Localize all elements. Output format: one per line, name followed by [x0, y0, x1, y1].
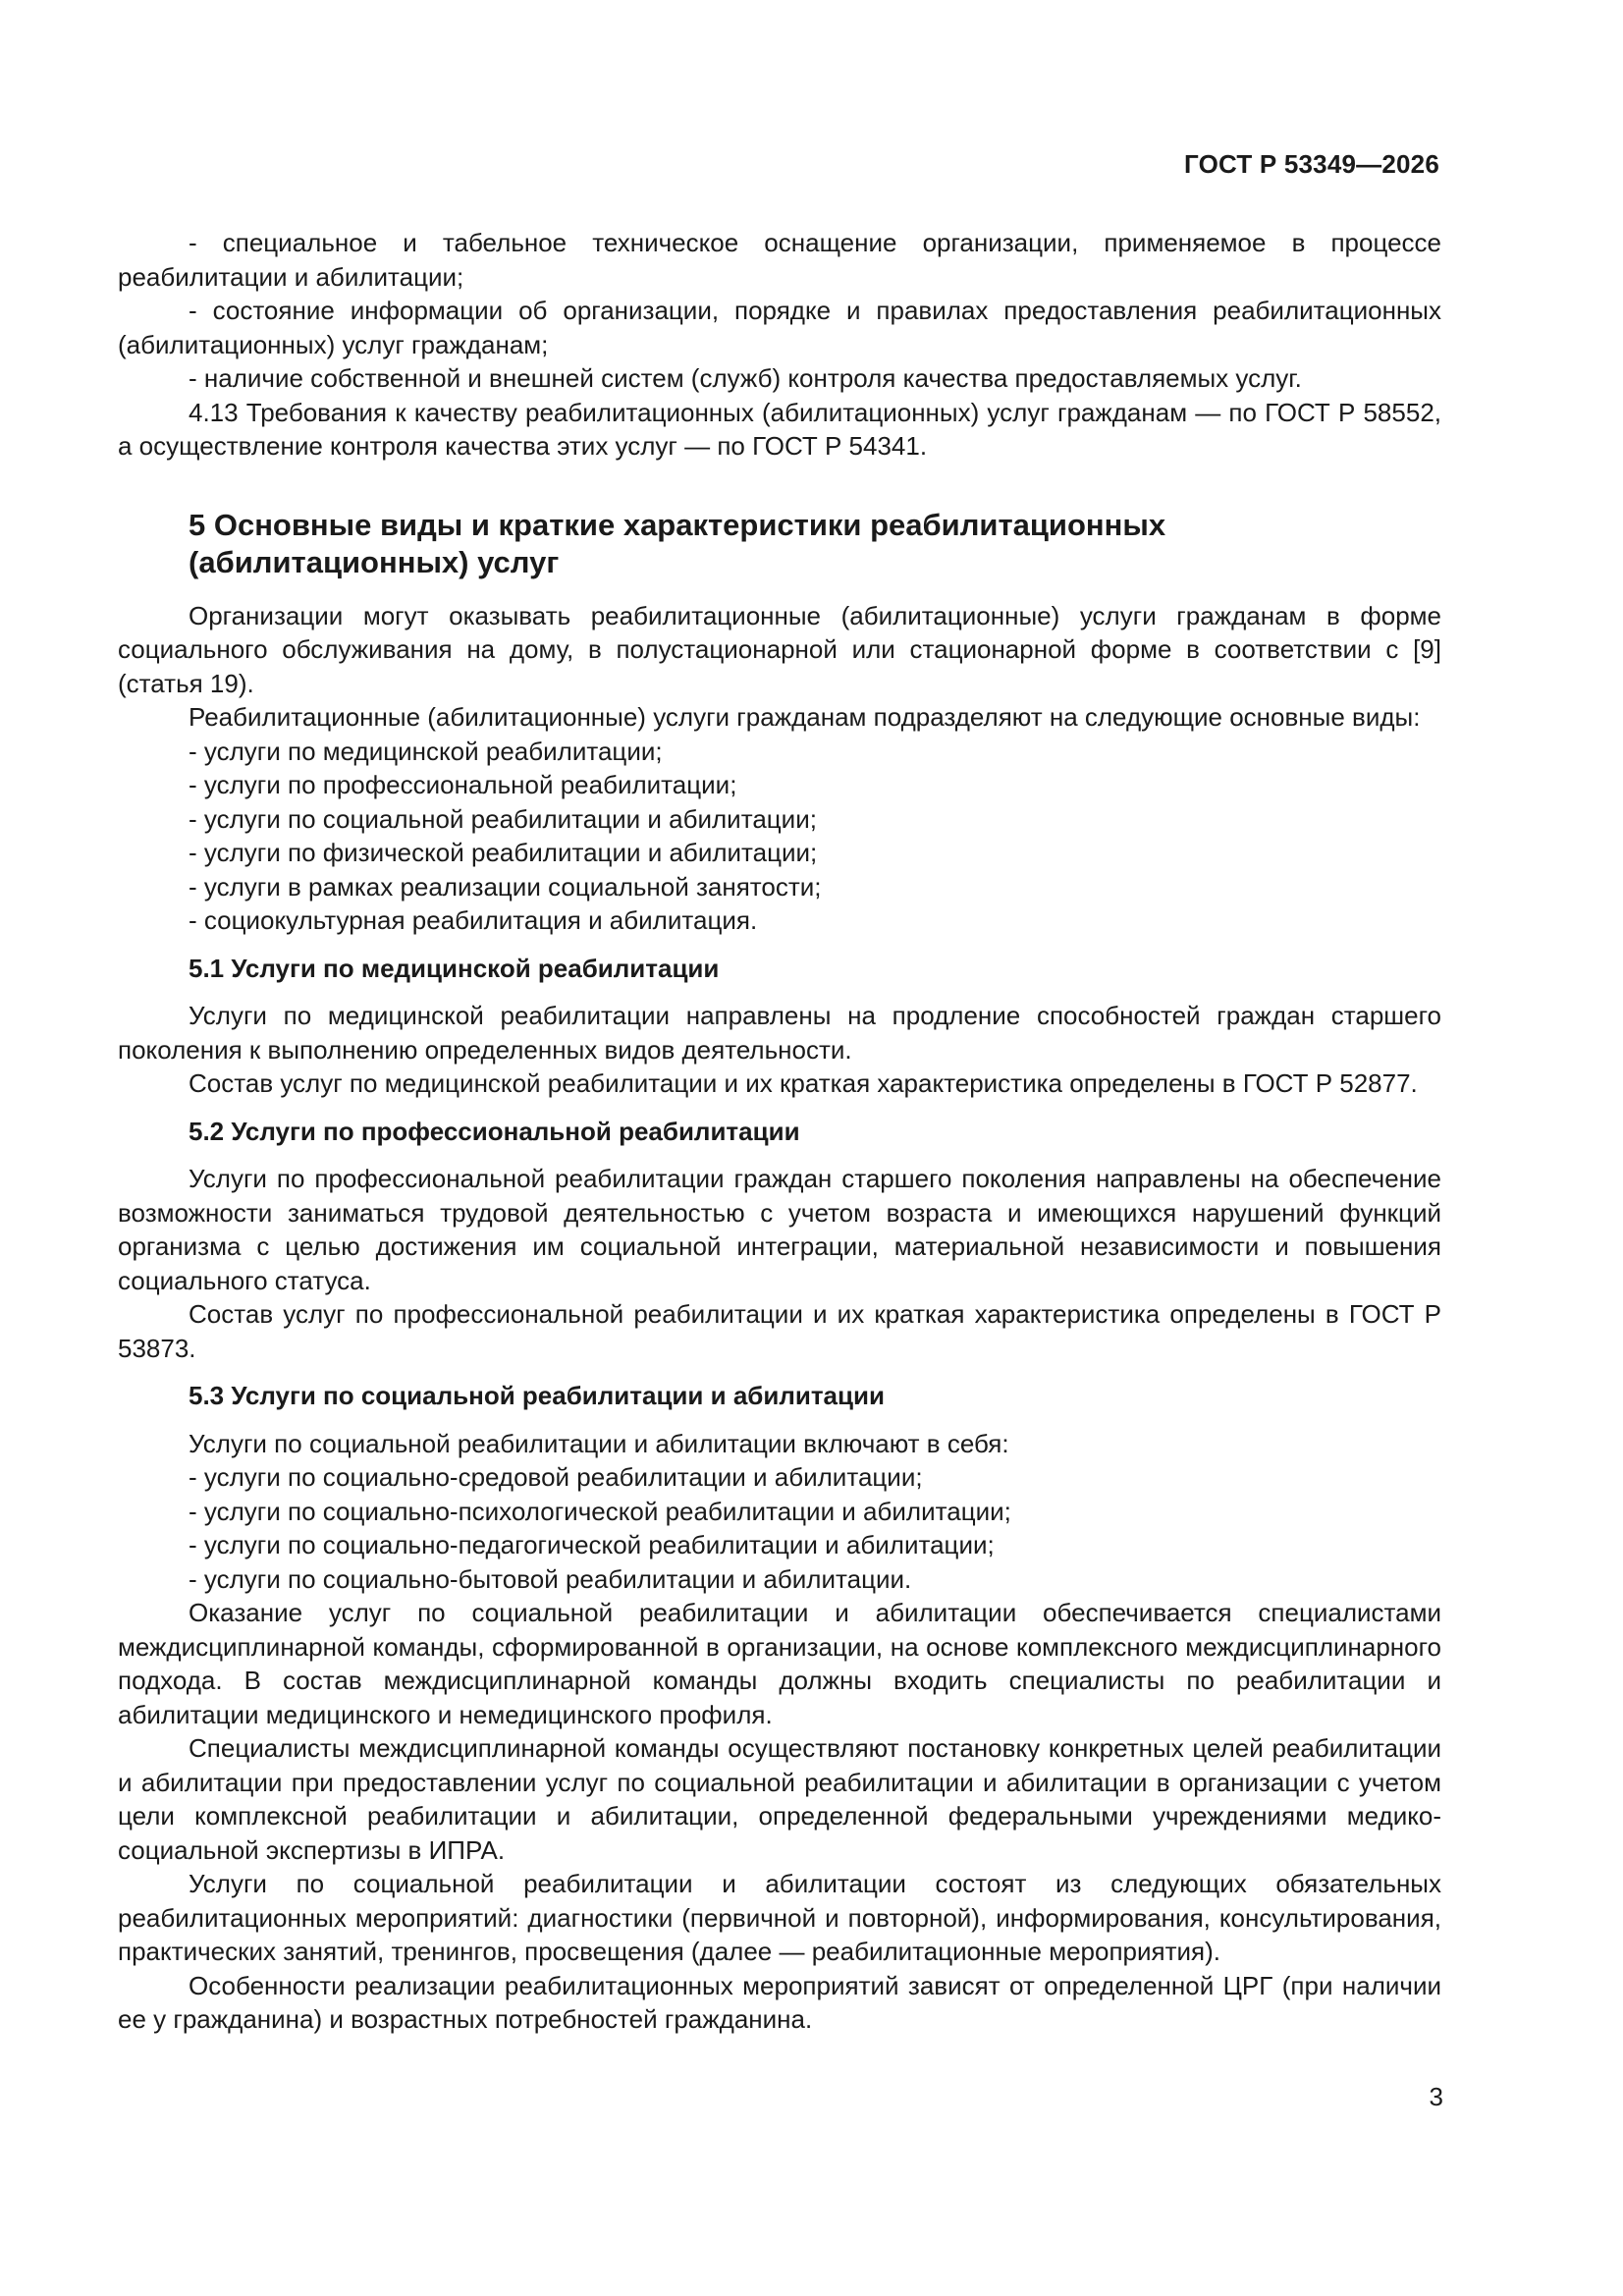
- list-item: - услуги по социальной реабилитации и абилитации;: [189, 803, 817, 834]
- section-5-3-heading: 5.3 Услуги по социальной реабилитации и абилитации: [189, 1381, 885, 1410]
- section-5-heading: 5 Основные виды и краткие характеристики реабилитационных (абилитационных) услуг: [189, 507, 1166, 579]
- section-5-2-heading: 5.2 Услуги по профессиональной реабилитации: [189, 1116, 800, 1146]
- paragraph: Состав услуг по профессиональной реабилитации и их краткая характеристика определены в ГОСТ Р 53873.: [118, 1299, 1441, 1363]
- list-item: - услуги по физической реабилитации и абилитации;: [189, 838, 818, 867]
- list-item: - услуги по социально-педагогической реабилитации и абилитации;: [189, 1530, 995, 1559]
- list-item: - состояние информации об организации, порядке и правилах предоставления реабилитационных (абилитационных) услуг гражданам;: [118, 296, 1441, 359]
- list-item: - наличие собственной и внешней систем (служб) контроля качества предоставляемых услуг.: [189, 363, 1302, 393]
- paragraph: Реабилитационные (абилитационные) услуги гражданам подразделяют на следующие основные виды:: [189, 702, 1421, 732]
- list-item: - услуги по социально-бытовой реабилитации и абилитации.: [189, 1563, 912, 1594]
- list-item: - услуги в рамках реализации социальной занятости;: [189, 871, 822, 902]
- list-item: - услуги по профессиональной реабилитации;: [189, 770, 737, 799]
- document-code-header: ГОСТ Р 53349—2026: [1184, 149, 1439, 179]
- paragraph: Специалисты междисциплинарной команды осуществляют постановку конкретных целей реабилитации и абилитации при предоставлении услуг по социальной реабилитации и абилитации в организации с учетом цели комплексной реабилитации и абилитации, определенной федеральными учреждениями медико-социальной экспертизы в ИПРА.: [118, 1733, 1441, 1865]
- paragraph: Услуги по социальной реабилитации и абилитации включают в себя:: [189, 1428, 1009, 1458]
- list-item: - услуги по социально-средовой реабилитации и абилитации;: [189, 1462, 923, 1492]
- paragraph: Оказание услуг по социальной реабилитации и абилитации обеспечивается специалистами междисциплинарной команды, сформированной в организации, на основе комплексного междисциплинарного подхода. В состав междисциплинарной команды должны входить специалисты по реабилитации и абилитации медицинского и немедицинского профиля.: [118, 1598, 1441, 1729]
- paragraph: Особенности реализации реабилитационных мероприятий зависят от определенной ЦРГ (при наличии ее у гражданина) и возрастных потребностей гражданина.: [118, 1970, 1441, 2034]
- page-number: 3: [1429, 2082, 1443, 2111]
- paragraph: Состав услуг по медицинской реабилитации и их краткая характеристика определены в ГОСТ Р 52877.: [189, 1068, 1418, 1098]
- paragraph: Организации могут оказывать реабилитационные (абилитационные) услуги гражданам в форме социального обслуживания на дому, в полустационарной или стационарной форме в соответствии с [9] (статья 19).: [118, 600, 1441, 698]
- list-item: - услуги по медицинской реабилитации;: [189, 736, 663, 766]
- paragraph: Услуги по социальной реабилитации и абилитации состоят из следующих обязательных реабилитационных мероприятий: диагностики (первичной и повторной), информирования, консультирования, практических занятий, тренингов, просвещения (далее — реабилитационные мероприятия).: [118, 1869, 1441, 1966]
- section-5-1-heading: 5.1 Услуги по медицинской реабилитации: [189, 953, 720, 983]
- document-body: [118, 226, 1441, 2037]
- paragraph: Услуги по медицинской реабилитации направлены на продление способностей граждан старшего поколения к выполнению определенных видов деятельности.: [118, 1001, 1441, 1065]
- clause-4-13: 4.13 Требования к качеству реабилитационных (абилитационных) услуг гражданам — по ГОСТ Р 58552, а осуществление контроля качества этих услуг — по ГОСТ Р 54341.: [118, 397, 1441, 461]
- paragraph: Услуги по профессиональной реабилитации граждан старшего поколения направлены на обеспечение возможности заниматься трудовой деятельностью с учетом возраста и имеющихся нарушений функций организма с целью достижения им социальной интеграции, материальной независимости и повышения социального статуса.: [118, 1164, 1441, 1295]
- list-item: - специальное и табельное техническое оснащение организации, применяемое в процессе реабилитации и абилитации;: [118, 228, 1441, 292]
- list-item: - услуги по социально-психологической реабилитации и абилитации;: [189, 1496, 1011, 1526]
- list-item: - социокультурная реабилитация и абилитация.: [189, 905, 758, 935]
